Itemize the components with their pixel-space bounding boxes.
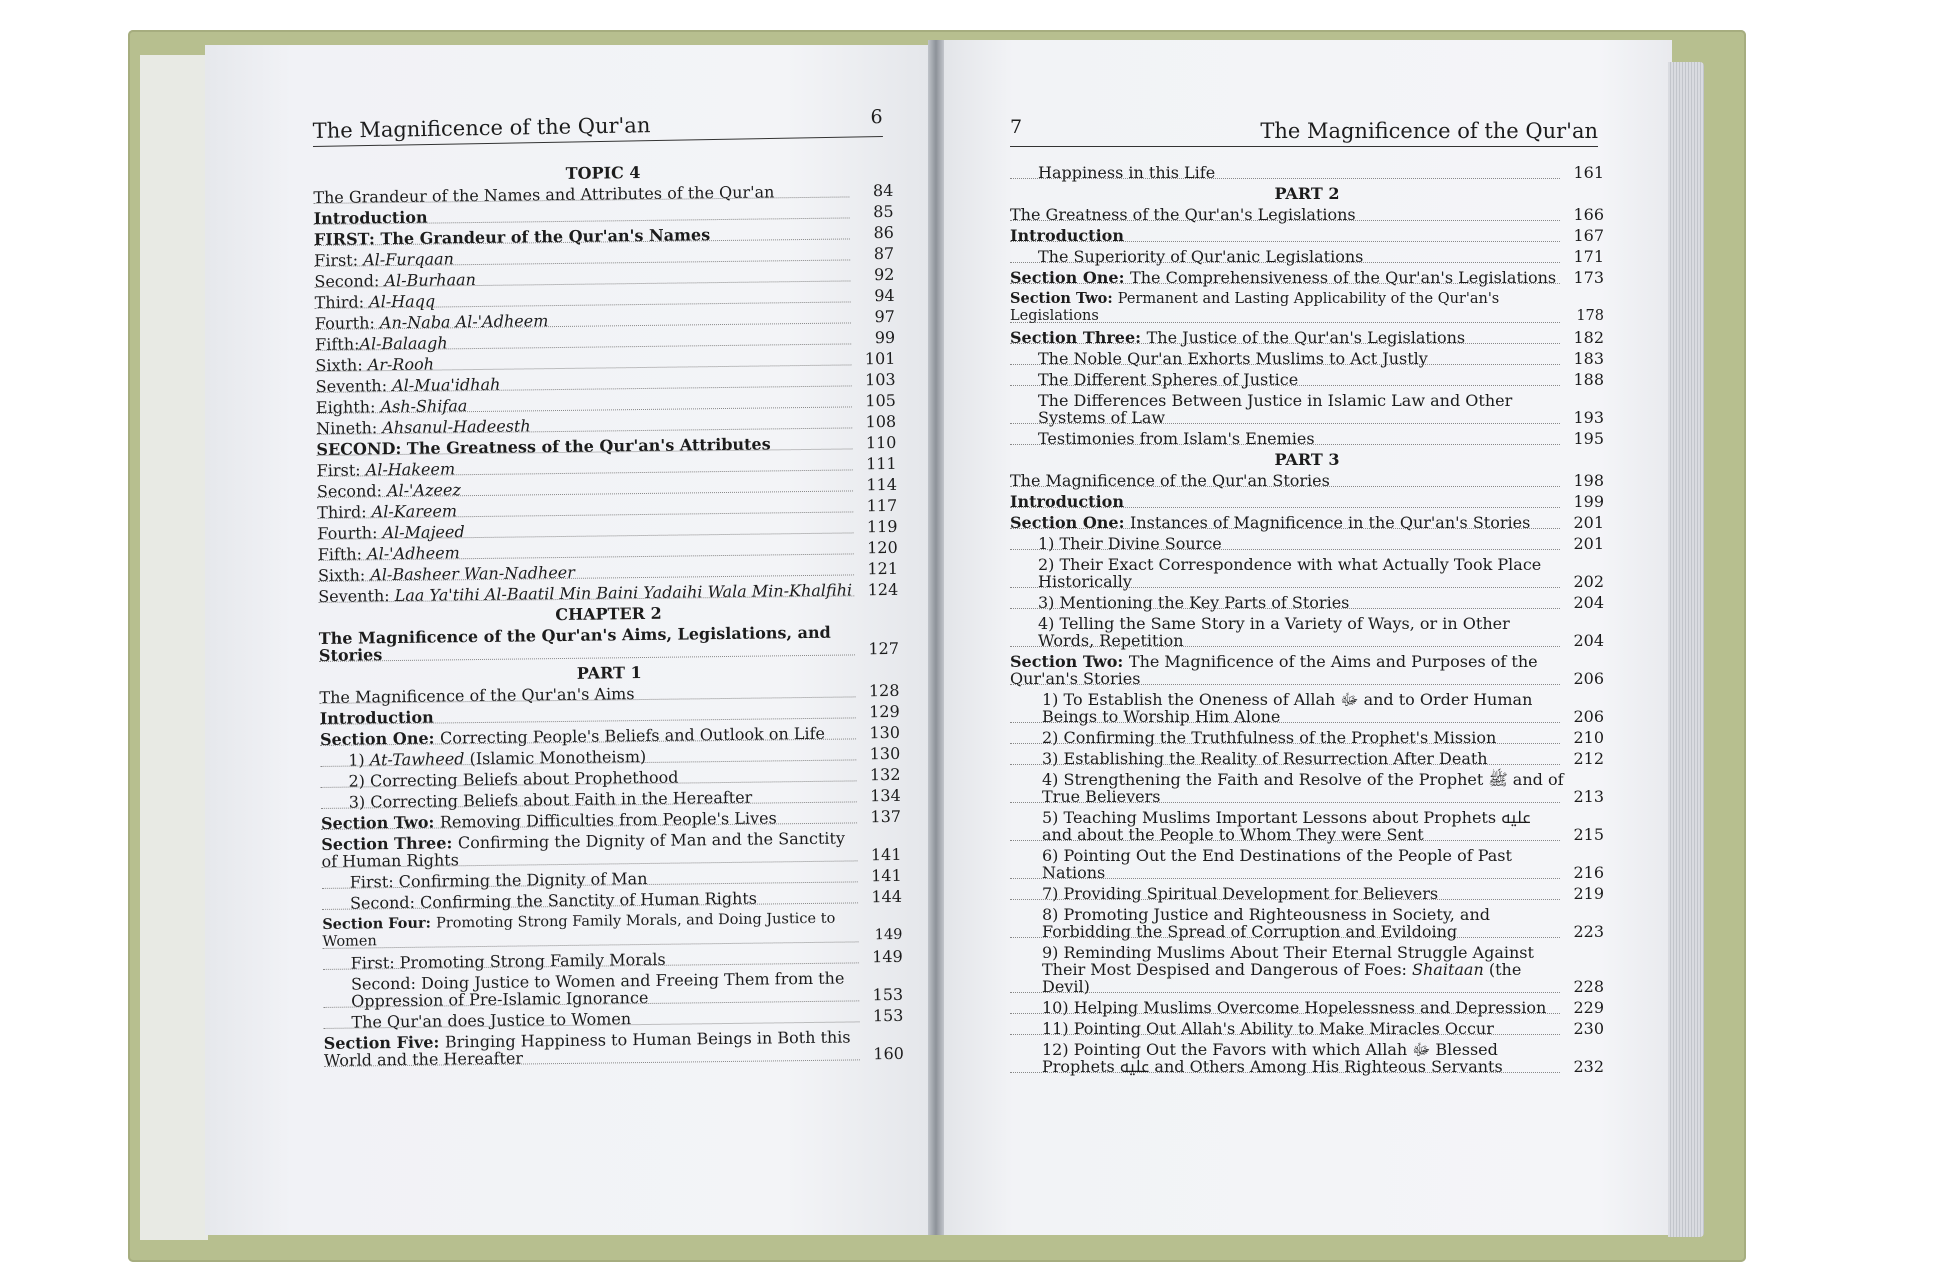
entry-page-number: 215 bbox=[1573, 825, 1604, 844]
entry-page-number: 183 bbox=[1573, 349, 1604, 368]
entry-text: The Magnificence of the Qur'an's Aims, Legislations, and Stories bbox=[318, 622, 831, 665]
entry-page-number: 134 bbox=[870, 785, 901, 806]
entry-label bbox=[1042, 750, 1564, 767]
entry-page-number: 111 bbox=[866, 453, 897, 474]
entry-page-number: 213 bbox=[1573, 787, 1604, 806]
entry-text: Al-Burhaan bbox=[384, 270, 477, 291]
entry-page-number: 199 bbox=[1573, 492, 1604, 511]
entry-italic: Shaitaan bbox=[1412, 960, 1484, 979]
entry-text: Al-Majeed bbox=[382, 522, 465, 543]
entry-text: 2) Correcting Beliefs about Prophethood bbox=[348, 767, 679, 791]
entry-prefix: Sixth: bbox=[317, 565, 371, 585]
entry-text: Al-'Adheem bbox=[366, 543, 460, 564]
entry-prefix: Fifth: bbox=[317, 544, 368, 564]
page-number: 7 bbox=[1010, 116, 1023, 138]
entry-text: The Superiority of Qur'anic Legislations bbox=[1038, 247, 1364, 266]
entry-prefix: First: bbox=[314, 250, 364, 270]
entry-page-number: 204 bbox=[1573, 631, 1604, 650]
entry-text: 8) Promoting Justice and Righteousness in Society, and Forbidding the Spread of Corruption and Evildoing bbox=[1042, 905, 1490, 941]
entry-label bbox=[1042, 809, 1564, 843]
entry-text: Ash-Shifaa bbox=[380, 396, 468, 417]
toc-entry bbox=[1010, 162, 1604, 183]
entry-text: 4) Telling the Same Story in a Variety of Ways, or in Other Words, Repetition bbox=[1038, 614, 1510, 650]
entry-page-number: 173 bbox=[1573, 268, 1604, 287]
entry-text: 1) To Establish the Oneness of Allah ﷻ and to Order Human Beings to Worship Him Alone bbox=[1042, 690, 1533, 726]
entry-label bbox=[1010, 653, 1564, 687]
entry-prefix: Nineth: bbox=[316, 418, 383, 438]
toc-entry bbox=[1010, 554, 1604, 592]
entry-page-number: 137 bbox=[870, 806, 902, 827]
section-label: Section Five: bbox=[323, 1032, 446, 1053]
entry-text: 2) Their Exact Correspondence with what Actually Took Place Historically bbox=[1038, 555, 1542, 591]
entry-text: 10) Helping Muslims Overcome Hopelessness and Depression bbox=[1042, 998, 1547, 1017]
toc-entry bbox=[1010, 997, 1604, 1018]
page-edges bbox=[1668, 62, 1704, 1237]
entry-page-number: 178 bbox=[1576, 308, 1604, 324]
entry-text: 3) Mentioning the Key Parts of Stories bbox=[1038, 593, 1350, 612]
entry-page-number: 124 bbox=[867, 579, 899, 600]
entry-text: FIRST: The Grandeur of the Qur'an's Names bbox=[313, 225, 711, 249]
entry-page-number: 216 bbox=[1573, 863, 1604, 882]
entry-prefix: Fifth: bbox=[315, 334, 360, 354]
entry-page-number: 101 bbox=[864, 348, 896, 369]
toc-entry bbox=[1010, 204, 1604, 225]
toc-entry bbox=[324, 1026, 904, 1071]
entry-prefix: Sixth: bbox=[315, 355, 368, 375]
toc-entry bbox=[1010, 470, 1604, 491]
entry-page-number: 212 bbox=[1573, 749, 1604, 768]
entry-page-number: 114 bbox=[866, 474, 898, 495]
entry-prefix: 1) bbox=[348, 750, 370, 770]
entry-text: Introduction bbox=[313, 207, 428, 228]
toc-heading: CHAPTER 2 bbox=[555, 603, 662, 625]
entry-page-number: 201 bbox=[1573, 534, 1604, 553]
entry-page-number: 128 bbox=[868, 680, 900, 701]
entry-text: Bringing Happiness to Human Beings in Both this World and the Hereafter bbox=[323, 1027, 851, 1070]
entry-page-number: 149 bbox=[872, 946, 903, 967]
entry-prefix: 9) Reminding Muslims About Their Eternal Struggle Against Their Most Despised and Dangerous of Foes: bbox=[1042, 943, 1534, 979]
entry-text: The Qur'an does Justice to Women bbox=[351, 1009, 632, 1032]
entry-page-number: 85 bbox=[873, 201, 894, 222]
entry-text: Al-Balaagh bbox=[359, 333, 448, 354]
entry-text: Promoting Strong Family Morals, and Doing Justice to Women bbox=[322, 910, 836, 950]
entry-page-number: 117 bbox=[866, 495, 898, 516]
entry-text: Ahsanul-Hadeesth bbox=[382, 416, 531, 438]
entry-page-number: 228 bbox=[1573, 977, 1604, 996]
entry-page-number: 229 bbox=[1573, 998, 1604, 1017]
toc-entry bbox=[1010, 491, 1604, 512]
toc-heading: PART 3 bbox=[1274, 450, 1340, 469]
toc-entry bbox=[1010, 533, 1604, 554]
running-title: The Magnificence of the Qur'an bbox=[1260, 119, 1598, 143]
entry-label bbox=[1038, 615, 1564, 649]
entry-page-number: 141 bbox=[870, 844, 902, 865]
entry-label bbox=[1042, 1041, 1564, 1075]
entry-label bbox=[1042, 847, 1564, 881]
entry-page-number: 108 bbox=[865, 411, 897, 432]
entry-text: Al-Basheer Wan-Nadheer bbox=[370, 562, 575, 585]
section-label: Section Two: bbox=[1010, 652, 1129, 671]
entry-text: Happiness in this Life bbox=[1038, 163, 1216, 182]
toc-entry bbox=[1010, 651, 1604, 689]
toc-heading: PART 2 bbox=[1274, 184, 1340, 203]
entry-text: First: Promoting Strong Family Morals bbox=[350, 949, 666, 973]
entry-page-number: 195 bbox=[1573, 429, 1604, 448]
toc-entry bbox=[1010, 390, 1604, 428]
entry-page-number: 206 bbox=[1573, 707, 1604, 726]
entry-label bbox=[1042, 999, 1564, 1016]
entry-prefix: First: bbox=[316, 460, 366, 480]
toc-entry bbox=[1010, 727, 1604, 748]
right-page-header bbox=[1010, 112, 1598, 147]
entry-prefix: Seventh: bbox=[318, 586, 395, 606]
toc-entry bbox=[1010, 288, 1604, 327]
entry-page-number: 129 bbox=[869, 701, 900, 722]
toc-entry bbox=[1010, 1039, 1604, 1077]
page-number: 6 bbox=[870, 106, 883, 129]
toc-entry bbox=[1010, 428, 1604, 449]
toc-entry bbox=[1010, 512, 1604, 533]
entry-page-number: 121 bbox=[867, 558, 899, 579]
running-title: The Magnificence of the Qur'an bbox=[312, 113, 651, 144]
entry-text: Al-'Azeez bbox=[386, 480, 461, 501]
entry-text: 6) Pointing Out the End Destinations of the People of Past Nations bbox=[1042, 846, 1512, 882]
entry-page-number: 198 bbox=[1573, 471, 1604, 490]
entry-text: The Grandeur of the Names and Attributes of the Qur'an bbox=[313, 182, 775, 207]
entry-text: 2) Confirming the Truthfulness of the Prophet's Mission bbox=[1042, 728, 1497, 747]
entry-text: The Magnificence of the Qur'an Stories bbox=[1010, 471, 1330, 490]
entry-page-number: 153 bbox=[872, 984, 904, 1005]
entry-page-number: 149 bbox=[874, 926, 903, 944]
entry-page-number: 97 bbox=[874, 306, 895, 327]
toc-entry bbox=[1010, 942, 1604, 997]
entry-text: (the Devil) bbox=[1042, 960, 1522, 996]
toc-entry bbox=[1010, 1018, 1604, 1039]
entry-prefix: Second: bbox=[316, 481, 388, 501]
entry-text: Al-Furqaan bbox=[363, 249, 455, 270]
entry-text: Instances of Magnificence in the Qur'an's Stories bbox=[1130, 513, 1531, 532]
entry-page-number: 132 bbox=[869, 764, 901, 785]
entry-text: Second: Confirming the Sanctity of Human Rights bbox=[349, 888, 758, 913]
entry-page-number: 167 bbox=[1573, 226, 1604, 245]
toc-entry bbox=[1010, 689, 1604, 727]
entry-label bbox=[1010, 290, 1564, 325]
entry-text: 11) Pointing Out Allah's Ability to Make Miracles Occur bbox=[1042, 1019, 1494, 1038]
entry-text: The Noble Qur'an Exhorts Muslims to Act Justly bbox=[1038, 349, 1428, 368]
endpaper bbox=[140, 55, 208, 1240]
entry-text: 3) Correcting Beliefs about Faith in the Hereafter bbox=[348, 787, 753, 812]
entry-text: 7) Providing Spiritual Development for Believers bbox=[1042, 884, 1439, 903]
toc-entry bbox=[1010, 246, 1604, 267]
entry-page-number: 206 bbox=[1573, 669, 1604, 688]
entry-prefix: Fourth: bbox=[317, 523, 383, 543]
entry-label bbox=[1038, 556, 1564, 590]
entry-text: The Differences Between Justice in Islamic Law and Other Systems of Law bbox=[1038, 391, 1513, 427]
entry-page-number: 94 bbox=[874, 285, 895, 306]
leader-dots bbox=[1010, 992, 1560, 993]
entry-page-number: 193 bbox=[1573, 408, 1604, 427]
entry-page-number: 230 bbox=[1573, 1019, 1604, 1038]
toc-entry bbox=[1010, 369, 1604, 390]
entry-page-number: 160 bbox=[873, 1043, 905, 1064]
entry-text: Laa Ya'tihi Al-Baatil Min Baini Yadaihi Wala Min-Khalfihi bbox=[394, 580, 853, 606]
entry-page-number: 103 bbox=[864, 369, 896, 390]
entry-page-number: 86 bbox=[873, 222, 894, 243]
entry-page-number: 223 bbox=[1573, 922, 1604, 941]
table-of-contents-left bbox=[313, 159, 904, 1071]
entry-page-number: 99 bbox=[874, 327, 896, 348]
entry-page-number: 84 bbox=[872, 180, 894, 201]
entry-text: An-Naba Al-'Adheem bbox=[379, 311, 549, 333]
toc-heading: TOPIC 4 bbox=[565, 163, 641, 183]
entry-text: Al-Kareem bbox=[371, 501, 458, 522]
entry-text: Introduction bbox=[319, 707, 434, 728]
toc-entry bbox=[1010, 748, 1604, 769]
toc-entry bbox=[1010, 613, 1604, 651]
entry-label bbox=[1010, 269, 1564, 286]
entry-text: The Different Spheres of Justice bbox=[1038, 370, 1299, 389]
entry-text: Al-Mua'idhah bbox=[392, 374, 501, 396]
entry-page-number: 219 bbox=[1573, 884, 1604, 903]
book-gutter bbox=[928, 40, 944, 1235]
entry-page-number: 87 bbox=[873, 243, 895, 264]
entry-text: 5) Teaching Muslims Important Lessons about Prophets ﷷ and about the People to Whom They were Sent bbox=[1042, 808, 1531, 844]
toc-entry bbox=[1010, 845, 1604, 883]
entry-label bbox=[1042, 691, 1564, 725]
entry-label bbox=[1038, 392, 1564, 426]
toc-entry bbox=[1010, 348, 1604, 369]
entry-text: Testimonies from Islam's Enemies bbox=[1038, 429, 1315, 448]
toc-entry bbox=[1010, 267, 1604, 288]
entry-text: Correcting People's Beliefs and Outlook on Life bbox=[439, 723, 826, 748]
entry-label bbox=[1042, 944, 1564, 995]
toc-entry bbox=[1010, 904, 1604, 942]
entry-page-number: 201 bbox=[1573, 513, 1604, 532]
entry-page-number: 166 bbox=[1573, 205, 1604, 224]
toc-entry bbox=[1010, 883, 1604, 904]
entry-label bbox=[351, 969, 863, 1009]
section-label: Section Two: bbox=[320, 812, 441, 833]
toc-heading: PART 1 bbox=[576, 663, 642, 683]
entry-page-number: 204 bbox=[1573, 593, 1604, 612]
entry-text: Introduction bbox=[1010, 226, 1124, 245]
entry-italic: At-Tawheed bbox=[369, 749, 465, 770]
entry-page-number: 119 bbox=[866, 516, 898, 537]
entry-text: (Islamic Monotheism) bbox=[464, 746, 647, 769]
entry-prefix: Seventh: bbox=[315, 376, 393, 396]
toc-entry bbox=[1010, 592, 1604, 613]
entry-prefix: Second: bbox=[314, 271, 385, 291]
entry-page-number: 92 bbox=[873, 264, 895, 285]
entry-text: 3) Establishing the Reality of Resurrection After Death bbox=[1042, 749, 1488, 768]
section-label: Section One: bbox=[1010, 268, 1131, 287]
entry-page-number: 210 bbox=[1573, 728, 1604, 747]
section-label: Section Three: bbox=[1010, 328, 1147, 347]
section-label: Section One: bbox=[319, 728, 441, 749]
entry-text: The Greatness of the Qur'an's Legislations bbox=[1010, 205, 1356, 224]
entry-page-number: 188 bbox=[1573, 370, 1604, 389]
entry-text: SECOND: The Greatness of the Qur'an's Attributes bbox=[316, 434, 771, 459]
section-label: Section Three: bbox=[321, 833, 459, 854]
entry-text: 1) Their Divine Source bbox=[1038, 534, 1222, 553]
entry-text: 4) Strengthening the Faith and Resolve of the Prophet ﷺ and of True Believers bbox=[1042, 770, 1564, 806]
entry-text: The Magnificence of the Aims and Purposes of the Qur'an's Stories bbox=[1010, 652, 1538, 688]
entry-text: Ar-Rooh bbox=[367, 354, 435, 375]
toc-entry bbox=[1010, 225, 1604, 246]
entry-page-number: 130 bbox=[869, 722, 901, 743]
entry-page-number: 161 bbox=[1573, 163, 1604, 182]
section-label: Section Four: bbox=[322, 914, 437, 933]
entry-page-number: 153 bbox=[872, 1005, 904, 1026]
entry-page-number: 120 bbox=[867, 537, 898, 558]
entry-text: 12) Pointing Out the Favors with which Allah ﷻ Blessed Prophets ﷷ and Others Among His Righteous Servants bbox=[1042, 1040, 1503, 1076]
entry-page-number: 130 bbox=[869, 743, 901, 764]
entry-text: Removing Difficulties from People's Lives bbox=[439, 808, 777, 832]
entry-prefix: Third: bbox=[317, 502, 372, 522]
entry-prefix: Third: bbox=[314, 292, 370, 312]
entry-page-number: 105 bbox=[865, 390, 897, 411]
entry-page-number: 182 bbox=[1573, 328, 1604, 347]
entry-text: Confirming the Dignity of Man and the Sanctity of Human Rights bbox=[321, 828, 846, 871]
section-label: Section Two: bbox=[1010, 290, 1118, 307]
entry-page-number: 141 bbox=[871, 865, 902, 886]
section-label: Section One: bbox=[1010, 513, 1131, 532]
entry-text: Al-Haqq bbox=[369, 291, 436, 312]
entry-label bbox=[1042, 1020, 1564, 1037]
entry-page-number: 232 bbox=[1573, 1057, 1604, 1076]
entry-page-number: 110 bbox=[865, 432, 897, 453]
entry-text: The Comprehensiveness of the Qur'an's Legislations bbox=[1130, 268, 1557, 287]
entry-text: Al-Hakeem bbox=[365, 459, 456, 480]
entry-label bbox=[1010, 514, 1564, 531]
toc-entry bbox=[1010, 769, 1604, 807]
entry-label bbox=[1042, 729, 1564, 746]
entry-text: Second: Doing Justice to Women and Freeing Them from the Oppression of Pre-Islamic Ignorance bbox=[350, 968, 845, 1011]
entry-text: First: Confirming the Dignity of Man bbox=[349, 868, 648, 892]
toc-entry bbox=[1010, 327, 1604, 348]
toc-entry bbox=[1010, 807, 1604, 845]
entry-page-number: 144 bbox=[871, 886, 903, 907]
entry-label bbox=[1042, 771, 1564, 805]
entry-text: The Magnificence of the Qur'an's Aims bbox=[319, 684, 635, 707]
entry-text: Permanent and Lasting Applicability of the Qur'an's Legislations bbox=[1010, 291, 1500, 324]
entry-prefix: Eighth: bbox=[315, 397, 381, 417]
table-of-contents-right bbox=[1010, 162, 1604, 1077]
entry-page-number: 127 bbox=[868, 638, 900, 659]
entry-page-number: 202 bbox=[1573, 572, 1604, 591]
entry-text: Introduction bbox=[1010, 492, 1124, 511]
entry-prefix: Fourth: bbox=[314, 313, 381, 333]
entry-page-number: 171 bbox=[1573, 247, 1604, 266]
entry-label bbox=[1042, 906, 1564, 940]
entry-text: The Justice of the Qur'an's Legislations bbox=[1146, 328, 1466, 347]
